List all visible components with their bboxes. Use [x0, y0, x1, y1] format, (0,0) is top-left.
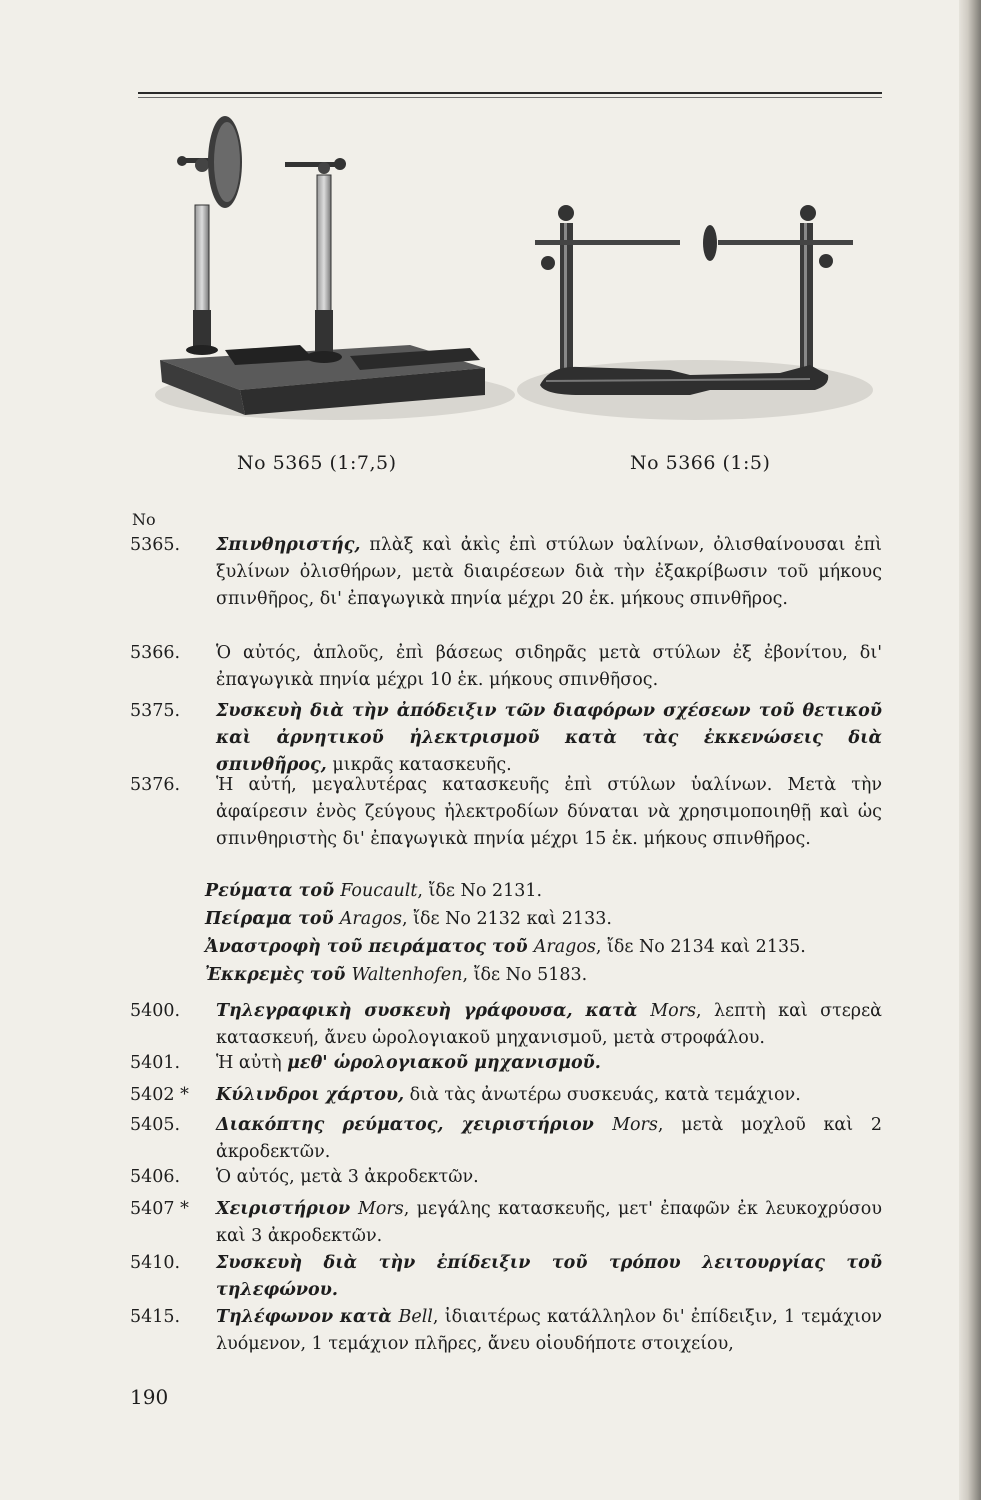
- entry-description: πλὰξ καὶ ἀκὶς ἐπὶ στύλων ὑαλίνων, ὀλισθαίνουσαι ἐπὶ ξυλίνων ὀλισθήρων, μετὰ διαιρέσεων διὰ τὴν ἐξακρίβωσιν τοῦ μήκους σπινθῆρος, δι' ἐπαγωγικὰ πηνία μέχρι 20 ἑκ. μήκους σπινθῆρος.: [216, 535, 882, 609]
- entry-description: , λεπτὴ καὶ στερεὰ κατασκευή, ἄνευ ὡρολογιακοῦ μηχανισμοῦ, μετὰ στροφάλου.: [216, 1001, 882, 1048]
- entry-title: Συσκευὴ διὰ τὴν ἀπόδειξιν τῶν διαφόρων σχέσεων τοῦ θετικοῦ καὶ ἀρνητικοῦ ἠλεκτρισμοῦ κατὰ τὰς ἐκκενώσεις διὰ σπινθῆρος,: [216, 701, 882, 775]
- entry-number: 5400.: [130, 1001, 181, 1021]
- entry-description: διὰ τὰς ἀνωτέρω συσκευάς, κατὰ τεμάχιον.: [404, 1085, 801, 1105]
- entry-number: 5407 *: [130, 1199, 189, 1219]
- entry-5400: [130, 998, 882, 1052]
- ref-waltenhofen: [205, 962, 587, 989]
- header-rule-thin: [138, 97, 882, 98]
- entry-5402: [130, 1082, 882, 1109]
- entry-description: μικρᾶς κατασκευῆς.: [326, 755, 512, 775]
- ref-see: , ἴδε No 2134 καὶ 2135.: [595, 937, 806, 957]
- entry-title: Τηλεγραφικὴ συσκευὴ γράφουσα, κατὰ: [216, 1001, 651, 1021]
- entry-title: μεθ' ὡρολογιακοῦ μηχανισμοῦ.: [287, 1053, 601, 1073]
- entry-title: Σπινθηριστής,: [216, 535, 361, 555]
- entry-number: 5365.: [130, 535, 181, 555]
- entry-5376: [130, 772, 882, 853]
- entry-5407: [130, 1196, 882, 1250]
- entry-description: Ὁ αὐτός, μετὰ 3 ἀκροδεκτῶν.: [216, 1167, 479, 1187]
- entry-5366: [130, 640, 882, 694]
- entry-description: Ἡ αὐτὴ: [216, 1053, 288, 1073]
- ref-title: Πείραμα τοῦ: [205, 909, 340, 929]
- entry-description: Ὁ αὐτός, ἁπλοῦς, ἐπὶ βάσεως σιδηρᾶς μετὰ στύλων ἐξ ἐβονίτου, δι' ἐπαγωγικὰ πηνία μέχρι 10 ἑκ. μήκους σπινθῆσος.: [216, 643, 882, 690]
- entry-5410: [130, 1250, 882, 1304]
- header-rule: [138, 92, 882, 94]
- entry-number: 5410.: [130, 1253, 181, 1273]
- entry-5375: [130, 698, 882, 779]
- ref-see: , ἴδε No 2132 καὶ 2133.: [401, 909, 612, 929]
- column-head: No: [132, 510, 156, 529]
- entry-number: 5406.: [130, 1167, 181, 1187]
- ref-name: Aragos: [339, 909, 402, 929]
- entry-name: Mors: [357, 1199, 404, 1219]
- entry-5415: [130, 1304, 882, 1358]
- entry-description: Ἡ αὐτή, μεγαλυτέρας κατασκευῆς ἐπὶ στύλων ὑαλίνων. Μετὰ τὴν ἀφαίρεσιν ἑνὸς ζεύγους ἠλεκτροδίων δύναται νὰ χρησιμοποιηθῇ καὶ ὡς σπινθηριστὴς δι' ἐπαγωγικὰ πηνία μέχρι 15 ἑκ. μήκους σπινθῆρος.: [216, 775, 882, 849]
- ref-name: Foucault: [340, 881, 418, 901]
- ref-see: , ἴδε No 2131.: [417, 881, 543, 901]
- entry-name: Bell: [398, 1307, 433, 1327]
- entry-title: Κύλινδροι χάρτου,: [216, 1085, 405, 1105]
- entry-title: Συσκευὴ διὰ τὴν ἐπίδειξιν τοῦ τρόπου λειτουργίας τοῦ τηλεφώνου.: [216, 1253, 882, 1300]
- entry-description: , ἰδιαιτέρως κατάλληλον δι' ἐπίδειξιν, 1 τεμάχιον λυόμενον, 1 τεμάχιον πλῆρες, ἄνευ οἱουδήποτε στοιχείου,: [216, 1307, 882, 1354]
- entry-description: , μετὰ μοχλοῦ καὶ 2 ἀκροδεκτῶν.: [216, 1115, 882, 1162]
- spark-gap-iron-figure: [510, 195, 880, 425]
- ref-name: Waltenhofen: [351, 965, 463, 985]
- ref-foucault: [205, 878, 542, 905]
- ref-aragos-reverse: [205, 934, 806, 961]
- entry-number: 5415.: [130, 1307, 181, 1327]
- entry-name: Mors: [612, 1115, 658, 1135]
- ref-title: Ρεύματα τοῦ: [205, 881, 341, 901]
- entry-5401: [130, 1050, 882, 1077]
- ref-name: Aragos: [533, 937, 596, 957]
- ref-aragos: [205, 906, 612, 933]
- entry-name: Mors: [650, 1001, 697, 1021]
- ref-see: , ἴδε No 5183.: [462, 965, 588, 985]
- figure-caption-5365: No 5365 (1:7,5): [237, 452, 397, 474]
- entry-description: , μεγάλης κατασκευῆς, μετ' ἐπαφῶν ἐκ λευκοχρύσου καὶ 3 ἀκροδεκτῶν.: [216, 1199, 882, 1246]
- entry-5405: [130, 1112, 882, 1166]
- page-number: 190: [130, 1385, 169, 1409]
- ref-title: Ἐκκρεμὲς τοῦ: [205, 965, 352, 985]
- entry-number: 5375.: [130, 701, 181, 721]
- spark-gap-wooden-figure: [150, 110, 520, 430]
- entry-title: Τηλέφωνον κατὰ: [216, 1307, 399, 1327]
- entry-title: Χειριστήριον: [216, 1199, 358, 1219]
- entry-title: Διακόπτης ρεύματος, χειριστήριον: [216, 1115, 613, 1135]
- figure-caption-5366: No 5366 (1:5): [630, 452, 771, 474]
- entry-5365: [130, 532, 882, 613]
- entry-number: 5401.: [130, 1053, 181, 1073]
- entry-number: 5366.: [130, 643, 181, 663]
- entry-number: 5376.: [130, 775, 181, 795]
- ref-title: Ἀναστροφὴ τοῦ πειράματος τοῦ: [205, 937, 534, 957]
- entry-number: 5405.: [130, 1115, 181, 1135]
- entry-number: 5402 *: [130, 1085, 189, 1105]
- page-edge: [959, 0, 981, 1500]
- entry-5406: [130, 1164, 882, 1191]
